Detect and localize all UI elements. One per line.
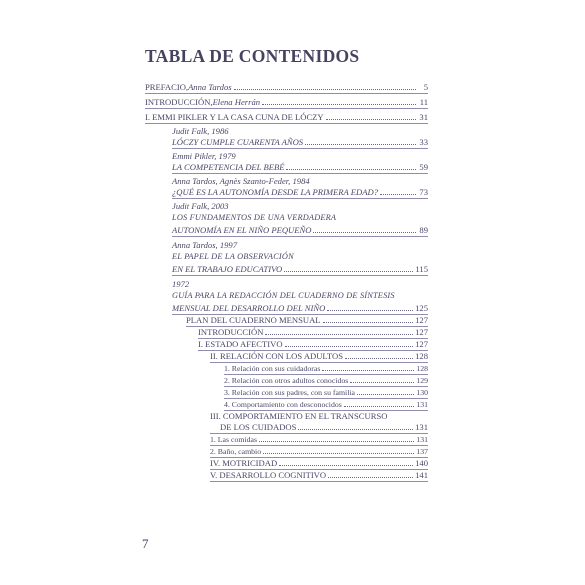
page-number: 137 xyxy=(416,447,428,456)
toc-entry-author: Elena Herrán xyxy=(212,97,261,107)
toc-entry-label: PREFACIO, xyxy=(145,82,189,92)
leader-dots xyxy=(380,187,416,195)
toc-entry-label: PLAN DEL CUADERNO MENSUAL xyxy=(186,315,321,325)
page-title: TABLA DE CONTENIDOS xyxy=(145,46,360,66)
article-title-line: GUÍA PARA LA REDACCIÓN DEL CUADERNO DE SÍNTESIS xyxy=(172,291,395,300)
leader-dots xyxy=(344,399,414,407)
page-folio-number: 7 xyxy=(142,536,149,551)
toc-entry-relacion-adultos xyxy=(210,351,428,361)
toc-entry-label: INTRODUCCIÓN xyxy=(198,327,264,337)
leader-dots xyxy=(313,225,416,233)
leader-dots xyxy=(327,303,413,311)
article-title: AUTONOMÍA EN EL NIÑO PEQUEÑO xyxy=(172,225,312,235)
toc-entry-desarrollo-cognitivo xyxy=(210,470,428,480)
leader-dots xyxy=(323,315,414,323)
leader-dots xyxy=(279,458,413,466)
toc-entry-label: 2. Baño, cambio xyxy=(210,447,262,456)
toc-entry-estado-afectivo xyxy=(198,339,428,349)
toc-entry-subsection xyxy=(224,363,428,374)
page-number: 127 xyxy=(415,315,428,325)
article-title: MENSUAL DEL DESARROLLO DEL NIÑO xyxy=(172,303,326,313)
toc-entry-label: II. RELACIÓN CON LOS ADULTOS xyxy=(210,351,343,361)
toc-entry-article xyxy=(172,264,428,274)
leader-dots xyxy=(322,363,414,371)
toc-entry-comportamiento xyxy=(210,411,428,421)
leader-dots xyxy=(357,387,414,395)
toc-entry-subsection xyxy=(224,399,428,410)
leader-dots xyxy=(284,264,413,272)
leader-dots xyxy=(326,112,416,120)
page-number: 128 xyxy=(415,351,428,361)
divider xyxy=(145,108,428,109)
toc-entry-subsection xyxy=(224,387,428,398)
divider xyxy=(172,236,428,237)
toc-entry-prefacio xyxy=(145,82,428,92)
toc-entry-author: Anna Tardos xyxy=(188,82,232,92)
leader-dots xyxy=(263,446,414,454)
toc-entry-label: INTRODUCCIÓN, xyxy=(145,97,213,107)
page-number: 125 xyxy=(415,303,428,313)
article-title-line: EL PAPEL DE LA OBSERVACIÓN xyxy=(172,252,294,261)
article-title: LÓCZY CUMPLE CUARENTA AÑOS xyxy=(172,137,304,147)
toc-entry-article xyxy=(172,225,428,235)
leader-dots xyxy=(305,137,416,145)
page-number: 131 xyxy=(416,400,428,409)
toc-entry-introduccion xyxy=(145,97,428,107)
toc-entry-label: I. ESTADO AFECTIVO xyxy=(198,339,283,349)
page-number: 131 xyxy=(416,435,428,444)
toc-entry-label: DE LOS CUIDADOS xyxy=(220,422,297,432)
toc-entry-label: V. DESARROLLO COGNITIVO xyxy=(210,470,327,480)
article-author: 1972 xyxy=(172,279,190,289)
divider xyxy=(210,481,428,482)
article-author: Anna Tardos, Agnès Szanto-Feder, 1984 xyxy=(172,176,310,186)
leader-dots xyxy=(285,339,414,347)
toc-entry-motricidad xyxy=(210,458,428,468)
toc-entry-article xyxy=(172,187,428,197)
article-author: Judit Falk, 1986 xyxy=(172,126,229,136)
article-author: Anna Tardos, 1997 xyxy=(172,240,238,250)
article-title: LA COMPETENCIA DEL BEBÉ xyxy=(172,162,285,172)
leader-dots xyxy=(265,327,413,335)
page-number: 129 xyxy=(416,376,428,385)
divider xyxy=(172,275,428,276)
divider xyxy=(145,93,428,94)
toc-entry-comportamiento-cont xyxy=(220,422,428,432)
toc-entry-label: III. COMPORTAMIENTO EN EL TRANSCURSO xyxy=(210,411,388,421)
page-number: 140 xyxy=(415,458,428,468)
leader-dots xyxy=(350,375,414,383)
page-number: 127 xyxy=(415,327,428,337)
page-number: 5 xyxy=(423,82,428,92)
divider xyxy=(145,123,428,124)
toc-entry-subsection xyxy=(224,375,428,386)
toc-entry-introduccion-cuaderno xyxy=(198,327,428,337)
leader-dots xyxy=(234,82,416,90)
divider xyxy=(172,148,428,149)
page-number: 11 xyxy=(419,97,428,107)
page-number: 128 xyxy=(416,364,428,373)
toc-entry-label: 1. Las comidas xyxy=(210,435,257,444)
toc-entry-article xyxy=(172,303,428,313)
toc-entry-emmi-pikler xyxy=(145,112,428,122)
divider xyxy=(172,198,428,199)
toc-entry-article xyxy=(172,137,428,147)
article-author: Judit Falk, 2003 xyxy=(172,201,229,211)
page-number: 89 xyxy=(419,225,428,235)
toc-entry-label: I. EMMI PIKLER Y LA CASA CUNA DE LÓCZY xyxy=(145,112,324,122)
page-number: 59 xyxy=(419,162,428,172)
leader-dots xyxy=(298,422,413,430)
divider xyxy=(172,173,428,174)
page-number: 115 xyxy=(415,264,428,274)
page-number: 33 xyxy=(419,137,428,147)
toc-entry-subsection xyxy=(210,446,428,457)
article-author: Emmi Pikler, 1979 xyxy=(172,151,236,161)
page-number: 73 xyxy=(419,187,428,197)
toc-entry-label: IV. MOTRICIDAD xyxy=(210,458,278,468)
toc-entry-plan xyxy=(186,315,428,325)
article-title: EN EL TRABAJO EDUCATIVO xyxy=(172,264,283,274)
page-number: 130 xyxy=(416,388,428,397)
leader-dots xyxy=(328,470,413,478)
toc-entry-label: 3. Relación con sus padres, con su familia xyxy=(224,388,355,397)
leader-dots xyxy=(345,351,413,359)
leader-dots xyxy=(259,434,414,442)
leader-dots xyxy=(286,162,416,170)
page-number: 141 xyxy=(415,470,428,480)
page-number: 131 xyxy=(415,422,428,432)
article-title-line: LOS FUNDAMENTOS DE UNA VERDADERA xyxy=(172,213,337,222)
toc-entry-subsection xyxy=(210,434,428,445)
toc-entry-label: 4. Comportamiento con desconocidos xyxy=(224,400,342,409)
toc-entry-label: 2. Relación con otros adultos conocidos xyxy=(224,376,349,385)
article-title: ¿QUÉ ES LA AUTONOMÍA DESDE LA PRIMERA EDAD? xyxy=(172,187,379,197)
page-number: 31 xyxy=(419,112,428,122)
leader-dots xyxy=(262,97,416,105)
toc-entry-article xyxy=(172,162,428,172)
toc-entry-label: 1. Relación con sus cuidadoras xyxy=(224,364,321,373)
page-number: 127 xyxy=(415,339,428,349)
